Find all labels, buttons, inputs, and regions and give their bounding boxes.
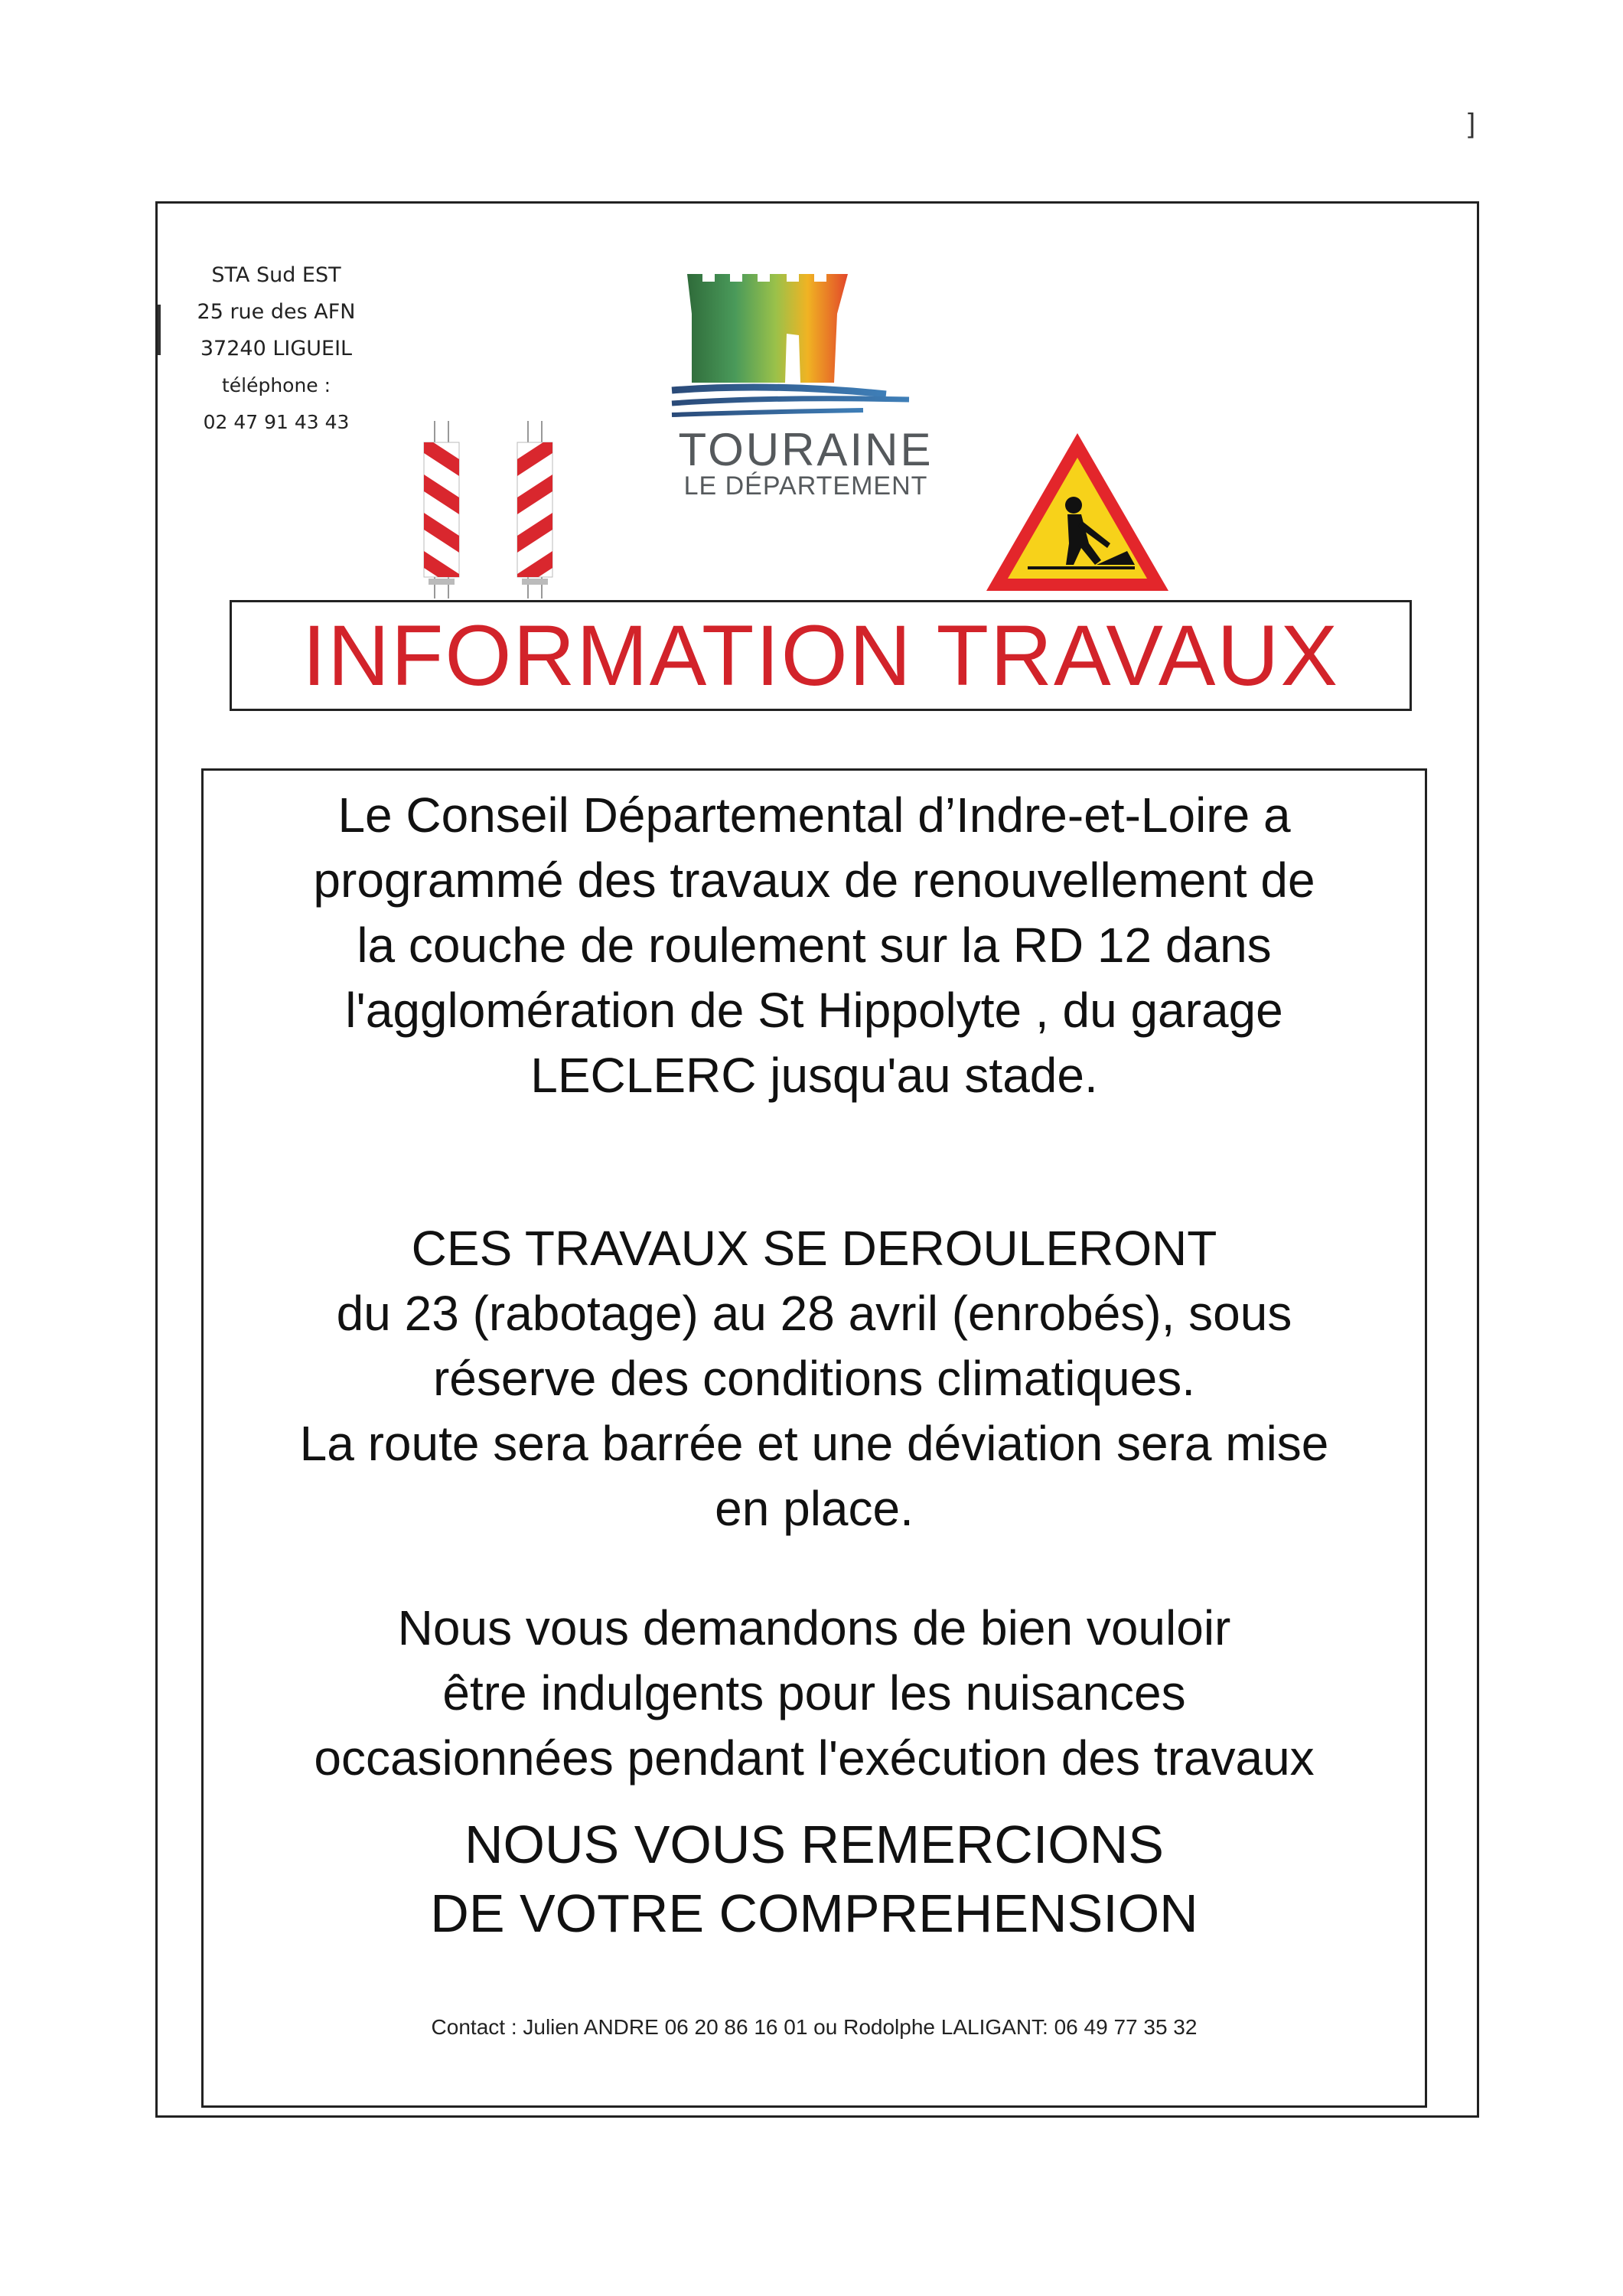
sender-phone-label: téléphone : bbox=[221, 374, 331, 396]
corner-mark: ] bbox=[1468, 107, 1476, 139]
logo-title: TOURAINE bbox=[678, 424, 934, 475]
road-beacon-icon-left bbox=[421, 421, 462, 598]
text-line: Le Conseil Départemental d’Indre-et-Loire a bbox=[337, 788, 1291, 843]
logo-subtitle: LE DÉPARTEMENT bbox=[683, 471, 928, 501]
title-box bbox=[230, 600, 1412, 711]
sender-street: 25 rue des AFN bbox=[197, 300, 356, 324]
sender-address bbox=[178, 257, 375, 441]
sender-name: STA Sud EST bbox=[211, 263, 341, 287]
roadworks-warning-sign-icon bbox=[982, 429, 1173, 597]
text-line: la couche de roulement sur la RD 12 dans bbox=[357, 918, 1272, 973]
text-line: La route sera barrée et une déviation sera mise bbox=[299, 1416, 1329, 1471]
text-line: Nous vous demandons de bien vouloir bbox=[397, 1600, 1231, 1655]
sender-city: 37240 LIGUEIL bbox=[200, 337, 353, 360]
notice-body bbox=[201, 768, 1427, 2108]
address-margin-bar bbox=[158, 305, 161, 355]
paragraph-announcement bbox=[204, 783, 1425, 1108]
page-title: INFORMATION TRAVAUX bbox=[301, 608, 1340, 703]
text-line: l'agglomération de St Hippolyte , du garage bbox=[345, 983, 1283, 1038]
contact-line: Contact : Julien ANDRE 06 20 86 16 01 ou Rodolphe LALIGANT: 06 49 77 35 32 bbox=[431, 2015, 1198, 2039]
text-line: DE VOTRE COMPREHENSION bbox=[430, 1883, 1198, 1943]
paragraph-apology bbox=[204, 1596, 1425, 1791]
sender-phone: 02 47 91 43 43 bbox=[203, 411, 350, 433]
text-line: réserve des conditions climatiques. bbox=[432, 1351, 1196, 1406]
text-line: LECLERC jusqu'au stade. bbox=[530, 1048, 1098, 1103]
text-line: CES TRAVAUX SE DEROULERONT bbox=[411, 1221, 1217, 1276]
paragraph-thanks bbox=[204, 1810, 1425, 1948]
text-line: programmé des travaux de renouvellement de bbox=[313, 853, 1315, 908]
paragraph-schedule bbox=[204, 1216, 1425, 1541]
text-line: du 23 (rabotage) au 28 avril (enrobés), sous bbox=[336, 1286, 1292, 1341]
text-line: en place. bbox=[715, 1481, 914, 1536]
road-beacon-icon-right bbox=[514, 421, 556, 598]
text-line: occasionnées pendant l'exécution des travaux bbox=[314, 1730, 1315, 1786]
text-line: être indulgents pour les nuisances bbox=[442, 1665, 1186, 1720]
text-line: NOUS VOUS REMERCIONS bbox=[464, 1815, 1164, 1874]
